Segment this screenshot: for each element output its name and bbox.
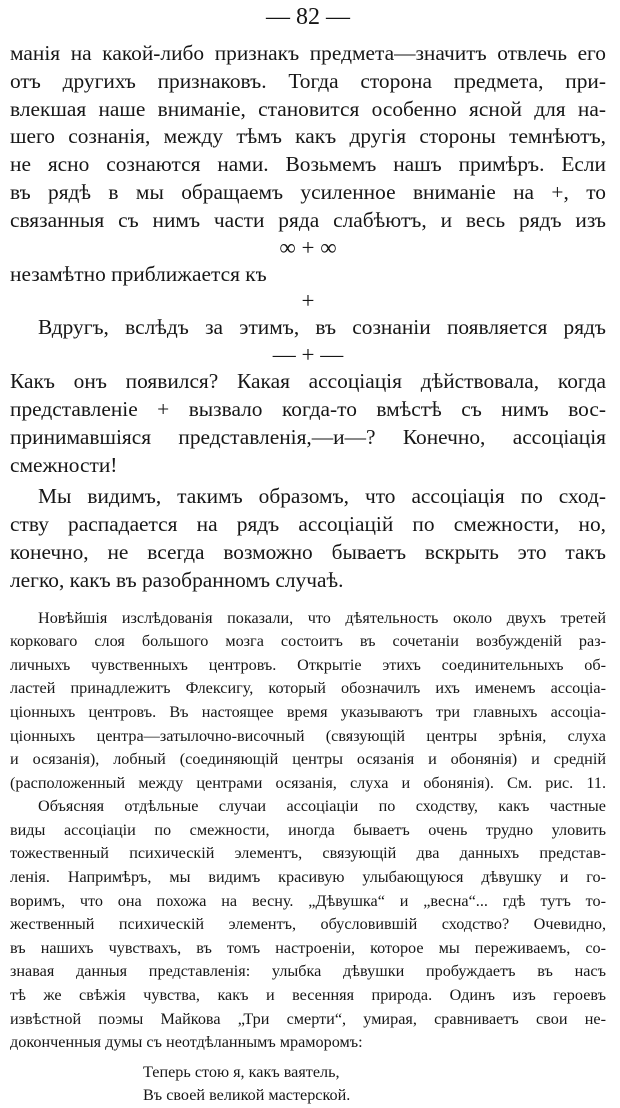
text-line: легко, какъ въ разобранномъ случаѣ.: [10, 567, 344, 592]
main-text: [10, 40, 606, 595]
formula-minus-plus-minus: — + —: [272, 342, 344, 368]
small-print-note: [10, 607, 606, 1108]
text-line: не ясно сознаются нами. Возьмемъ нашъ примѣръ. Если: [10, 152, 606, 177]
note-line: доконченныя думы съ неотдѣланнымъ мраморомъ:: [10, 1033, 363, 1052]
text-line: принимавшіяся представленія,—и—? Конечно, ассоціація: [10, 424, 606, 449]
poem-quote: [10, 1061, 606, 1108]
text-line: Какъ онъ появился? Какая ассоціація дѣйствовала, когда: [10, 369, 606, 394]
page-number: — 82 —: [266, 4, 350, 30]
formula-plus: +: [301, 288, 315, 314]
text-line: шего сознанія, между тѣмъ какъ другія стороны темнѣютъ,: [10, 124, 606, 149]
note-paragraph-1: [10, 607, 606, 796]
note-line: ластей принадлежитъ Флексигу, который обозначилъ ихъ именемъ ассоціа-: [10, 679, 606, 698]
note-line: ціонныхъ центра—затылочно-височный (связующій центры зрѣнія, слуха: [10, 726, 606, 745]
note-paragraph-2: [10, 795, 606, 1055]
paragraph-3: [10, 483, 606, 594]
text-line: Вдругъ, вслѣдъ за этимъ, въ сознаніи появляется рядъ: [38, 315, 606, 340]
text-line: смежности!: [10, 452, 118, 477]
paragraph-2: [10, 368, 606, 479]
text-line: конечно, не всегда возможно бываетъ вскрыть это такъ: [10, 539, 606, 564]
text-line: манія на какой-либо признакъ предмета—значитъ отвлечь его: [10, 41, 606, 65]
text-line: Мы видимъ, такимъ образомъ, что ассоціація по сход-: [38, 484, 606, 509]
note-line: корковаго слоя большого мозга состоитъ въ сочетаніи возбужденій раз-: [10, 632, 606, 651]
text-line: въ рядѣ в мы обращаемъ усиленное вниманіе на +, то: [10, 179, 606, 204]
text-line: влекшая наше вниманіе, становится особенно ясной для на-: [10, 96, 606, 121]
note-line: жественный психическій элементъ, обусловившій сходство? Очевидно,: [10, 915, 606, 934]
text-line: представленіе + вызвало когда-то вмѣстѣ съ нимъ вос-: [10, 396, 606, 421]
note-line: извѣстной поэмы Майкова „Три смерти“, умирая, сравниваетъ свои не-: [10, 1009, 606, 1028]
note-line: воримъ, что она похожа на весну. „Дѣвушка“ и „весна“... гдѣ тутъ то-: [10, 891, 606, 910]
text-line: незамѣтно приближается къ: [10, 261, 267, 286]
note-line: Новѣйшія изслѣдованія показали, что дѣятельность около двухъ третей: [38, 608, 606, 627]
note-line: ціонныхъ центровъ. Въ настоящее время указываютъ три главныхъ ассоціа-: [10, 702, 606, 721]
note-line: виды ассоціаціи по смежности, иногда бываетъ очень трудно уловить: [10, 820, 606, 839]
note-line: и осязанія), лобный (соединяющій центры осязанія и обонянія) и средній: [10, 750, 606, 769]
note-line: тѣ же свѣжія чувства, какъ и весенняя природа. Одинъ изъ героевъ: [10, 986, 606, 1005]
note-line: въ нашихъ чувствахъ, въ томъ настроеніи, которое мы переживаемъ, со-: [10, 938, 606, 957]
paragraph-1: [10, 40, 606, 235]
note-line: личныхъ чувственныхъ центровъ. Открытіе этихъ соединительныхъ об-: [10, 655, 606, 674]
note-line: ленія. Напримѣръ, мы видимъ красивую улыбающуюся дѣвушку и го-: [10, 868, 606, 887]
text-line: отъ другихъ признаковъ. Тогда сторона предмета, при-: [10, 68, 606, 93]
note-line: (расположенный между центрами осязанія, слуха и обонянія). См. рис. 11.: [10, 773, 606, 792]
poem-line: Въ своей великой мастерской.: [143, 1086, 351, 1105]
poem-line: Теперь стою я, какъ ваятель,: [143, 1062, 340, 1081]
text-line: связанныя съ нимъ части ряда слабѣютъ, и весь рядъ изъ: [10, 207, 606, 232]
note-line: тожественный психическій элементъ, связующій два данныхъ представ-: [10, 844, 606, 863]
note-line: Объясняя отдѣльные случаи ассоціаціи по сходству, какъ частные: [38, 797, 606, 816]
formula-infinity: ∞ + ∞: [279, 234, 337, 260]
note-line: знавая данныя представленія: улыбка дѣвушки пробуждаетъ въ насъ: [10, 962, 606, 981]
text-line: ству распадается на рядъ ассоціацій по смежности, но,: [10, 512, 606, 537]
